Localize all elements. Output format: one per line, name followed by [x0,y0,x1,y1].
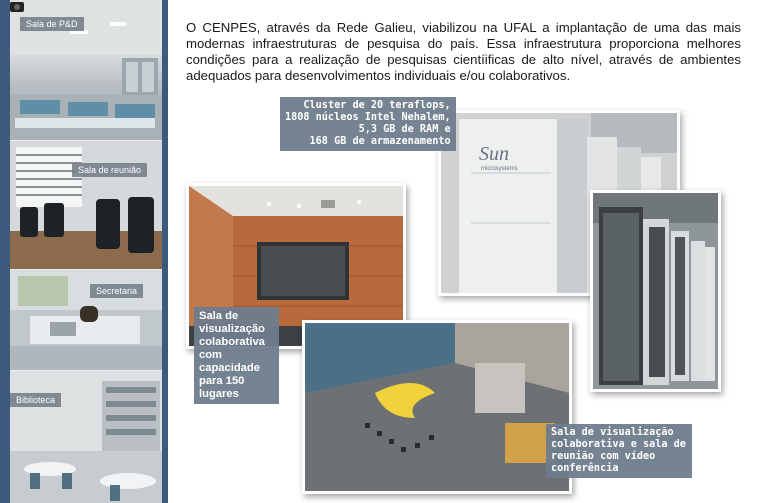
label-sala-reuniao: Sala de reunião [72,163,147,177]
camera-icon [10,2,24,12]
photo-3d-render [302,320,572,494]
caption-visual-line-7: lugares [199,388,239,400]
caption-visual-line-3: colaborativa [199,336,265,348]
photo-biblioteca [10,371,162,503]
caption-meeting-room [546,424,692,478]
caption-cluster-line-1: Cluster de 20 teraflops, [303,100,451,111]
sala-reuniao-illustration [10,141,162,269]
photo-secretaria [10,270,162,370]
caption-meeting-line-4: conferência [551,463,619,474]
caption-visual-line-5: capacidade [199,362,260,374]
caption-cluster [280,97,456,151]
label-sala-pd: Sala de P&D [20,17,84,31]
caption-visual-line-6: para 150 [199,375,245,387]
caption-meeting-line-3: reunião com vídeo [551,451,656,462]
sun-logo-sub: microsystems [481,166,518,172]
side-photo-strip [10,0,162,503]
intro-paragraph: O CENPES, através da Rede Galieu, viabilizou na UFAL a implantação de uma das mais modernas infraestruturas de pesquisa do país. Essa infraestrutura proporciona melhores condições para a realização de pesquisas cientíificas de alto nível, através de ambientes adequados para desenvolvimentos individuais e/ou colaborativos. [186,20,741,83]
biblioteca-illustration [10,371,162,503]
caption-visual-line-2: visualização [199,323,265,335]
photo-sala-reuniao [10,141,162,269]
caption-visual-line-1: Sala de [199,310,239,322]
rack-row-illustration [593,193,718,389]
caption-visual-line-4: com [199,349,223,361]
right-accent-bar [162,0,168,503]
photo-rack-row [590,190,721,392]
sun-logo: Sun [479,143,509,165]
caption-meeting-line-2: colaborativa e sala de [551,439,686,450]
render-illustration [305,323,569,491]
left-accent-bar [0,0,10,503]
caption-cluster-line-2: 1808 núcleos Intel Nehalem, [285,112,451,123]
label-biblioteca: Biblioteca [10,393,61,407]
label-secretaria: Secretaria [90,284,143,298]
caption-cluster-line-4: 168 GB de armazenamento [309,136,451,147]
caption-cluster-line-3: 5,3 GB de RAM e [358,124,451,135]
caption-meeting-line-1: Sala de visualização [551,427,674,438]
photo-sala-pd [10,0,162,140]
caption-visualization [194,307,279,404]
